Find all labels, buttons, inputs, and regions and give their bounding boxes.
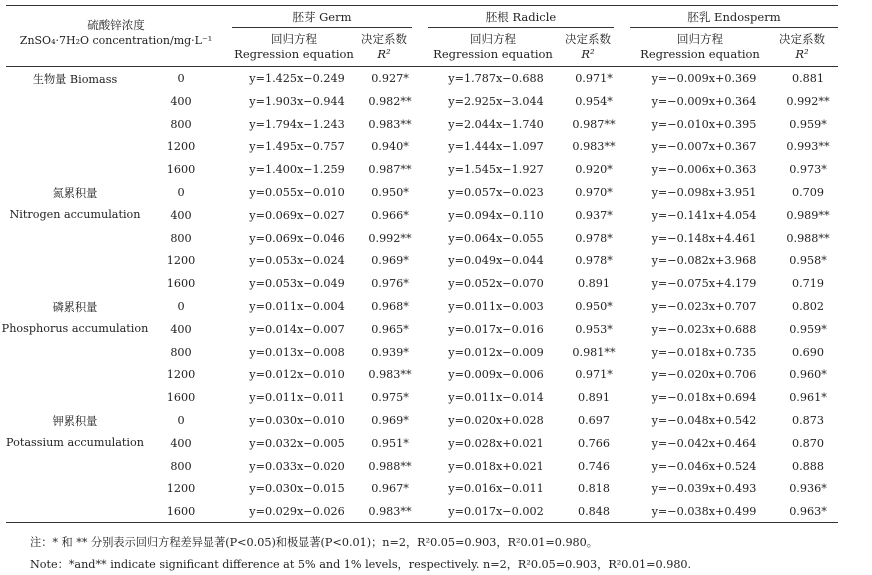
- conc-cell: 0: [177, 72, 185, 85]
- radicle-r2: 0.971*: [575, 368, 613, 382]
- header-radicle: 胚根 Radicle: [485, 10, 557, 24]
- radicle-eq-en: Regression equation: [433, 47, 553, 61]
- radicle-equation: y=0.064x−0.055: [448, 231, 544, 245]
- germ-equation: y=0.032x−0.005: [249, 436, 345, 450]
- germ-equation: y=1.794x−1.243: [249, 117, 345, 131]
- endosperm-r2: 0.963*: [789, 505, 827, 519]
- table-row: [6, 113, 838, 136]
- endosperm-r2: 0.873: [791, 414, 825, 427]
- table-row: [6, 386, 838, 409]
- germ-eq-en: Regression equation: [234, 47, 354, 61]
- germ-equation: y=1.400x−1.259: [249, 163, 345, 177]
- endosperm-r2: 0.960*: [789, 368, 827, 382]
- radicle-equation: y=0.017x−0.016: [448, 322, 544, 336]
- note-en: Note：*and** indicate significant difference at 5% and 1% levels，respectively. n=2，R²0.05=0.903，R²0.01=0.980.: [30, 558, 692, 571]
- germ-equation: y=0.011x−0.011: [249, 391, 345, 405]
- radicle-r2: 0.953*: [575, 322, 613, 336]
- radicle-r2: 0.978*: [575, 254, 613, 268]
- endosperm-equation: y=−0.006x+0.363: [651, 163, 757, 177]
- germ-equation: y=0.029x−0.026: [249, 505, 345, 519]
- endosperm-r2: 0.881: [791, 72, 825, 85]
- germ-r2: 0.983**: [368, 505, 412, 519]
- conc-cell: 800: [170, 459, 192, 473]
- endosperm-equation: y=−0.018x+0.694: [651, 391, 757, 405]
- header-germ: 胚芽 Germ: [292, 10, 352, 24]
- conc-cell: 1600: [166, 277, 196, 291]
- radicle-r2: 0.818: [577, 482, 611, 496]
- group-label-potassium-en: Potassium accumulation: [6, 436, 144, 449]
- conc-cell: 400: [170, 208, 192, 222]
- endosperm-eq-cn: 回归方程: [677, 32, 723, 46]
- endosperm-equation: y=−0.042x+0.464: [651, 436, 757, 450]
- endosperm-r2: 0.690: [791, 345, 825, 359]
- germ-equation: y=0.011x−0.004: [249, 300, 345, 313]
- header-endosperm: 胚乳 Endosperm: [687, 10, 781, 24]
- endosperm-equation: y=−0.148x+4.461: [651, 231, 757, 245]
- table-row: [6, 341, 838, 364]
- table-row: [6, 500, 838, 523]
- conc-cell: 0: [177, 414, 185, 427]
- endosperm-eq-en: Regression equation: [640, 47, 760, 61]
- radicle-equation: y=0.018x+0.021: [448, 459, 544, 473]
- germ-eq-cn: 回归方程: [271, 32, 317, 46]
- radicle-r2: 0.987**: [572, 117, 616, 131]
- germ-r2: 0.966*: [371, 208, 409, 222]
- radicle-r2: 0.746: [577, 459, 611, 473]
- radicle-r2: 0.891: [577, 391, 611, 405]
- endosperm-r-en: R²: [795, 47, 809, 61]
- conc-cell: 800: [170, 231, 192, 245]
- germ-r2: 0.982**: [368, 94, 412, 108]
- radicle-equation: y=0.009x−0.006: [448, 368, 544, 382]
- conc-cell: 1600: [166, 391, 196, 405]
- radicle-r2: 0.954*: [575, 94, 613, 108]
- germ-r2: 0.939*: [371, 345, 409, 359]
- germ-equation: y=0.053x−0.049: [249, 277, 345, 291]
- radicle-equation: y=1.545x−1.927: [448, 163, 544, 177]
- group-label-phosphorus-cn: 磷累积量: [52, 301, 98, 314]
- germ-equation: y=0.030x−0.010: [249, 414, 345, 427]
- table-row: [6, 477, 838, 500]
- endosperm-equation: y=−0.141x+4.054: [651, 208, 757, 222]
- table-row: [6, 227, 838, 250]
- endosperm-r2: 0.989**: [786, 208, 830, 222]
- germ-equation: y=0.069x−0.046: [249, 231, 345, 245]
- germ-r2: 0.927*: [371, 72, 409, 85]
- germ-equation: y=0.033x−0.020: [249, 459, 345, 473]
- radicle-r-en: R²: [581, 47, 595, 61]
- group-label-biomass: 生物量 Biomass: [32, 73, 118, 86]
- germ-r-en: R²: [377, 47, 391, 61]
- endosperm-r2: 0.961*: [789, 391, 827, 405]
- germ-equation: y=1.425x−0.249: [249, 72, 345, 85]
- germ-equation: y=1.903x−0.944: [249, 94, 345, 108]
- germ-r2: 0.968*: [371, 300, 409, 313]
- endosperm-r2: 0.959*: [789, 322, 827, 336]
- table-row: [6, 90, 838, 113]
- endosperm-equation: y=−0.039x+0.493: [651, 482, 757, 496]
- endosperm-equation: y=−0.023x+0.707: [651, 300, 757, 313]
- endosperm-r2: 0.992**: [786, 94, 830, 108]
- radicle-r2: 0.981**: [572, 345, 616, 359]
- conc-cell: 800: [170, 117, 192, 131]
- radicle-r2: 0.983**: [572, 140, 616, 154]
- endosperm-r2: 0.719: [791, 277, 825, 291]
- endosperm-equation: y=−0.018x+0.735: [651, 345, 757, 359]
- radicle-equation: y=0.028x+0.021: [448, 436, 544, 450]
- conc-cell: 0: [177, 300, 185, 313]
- radicle-r2: 0.937*: [575, 208, 613, 222]
- radicle-r2: 0.848: [577, 505, 611, 519]
- table-row: [6, 455, 838, 478]
- radicle-equation: y=1.444x−1.097: [448, 140, 544, 154]
- radicle-r2: 0.978*: [575, 231, 613, 245]
- endosperm-equation: y=−0.010x+0.395: [651, 117, 757, 131]
- germ-equation: y=0.053x−0.024: [249, 254, 345, 268]
- endosperm-r2: 0.870: [791, 436, 825, 450]
- radicle-equation: y=0.094x−0.110: [448, 208, 544, 222]
- germ-r2: 0.967*: [371, 482, 409, 496]
- table-top-rule: [6, 5, 838, 6]
- conc-cell: 1200: [166, 482, 196, 496]
- radicle-equation: y=0.011x−0.003: [448, 300, 544, 313]
- germ-equation: y=1.495x−0.757: [249, 140, 345, 154]
- radicle-r2: 0.697: [577, 414, 611, 427]
- endosperm-r2: 0.988**: [786, 231, 830, 245]
- endosperm-equation: y=−0.075x+4.179: [651, 277, 757, 291]
- radicle-equation: y=0.020x+0.028: [448, 414, 544, 427]
- conc-cell: 1200: [166, 254, 196, 268]
- table-row: [6, 181, 838, 204]
- table-row: [6, 363, 838, 386]
- radicle-r2: 0.950*: [575, 300, 613, 313]
- conc-cell: 400: [170, 94, 192, 108]
- table-row: [6, 432, 838, 455]
- endosperm-r2: 0.973*: [789, 163, 827, 177]
- germ-r2: 0.950*: [371, 186, 409, 199]
- radicle-r2: 0.971*: [575, 72, 613, 85]
- radicle-r2: 0.920*: [575, 163, 613, 177]
- germ-r2: 0.969*: [371, 254, 409, 268]
- germ-r2: 0.975*: [371, 391, 409, 405]
- radicle-equation: y=0.017x−0.002: [448, 505, 544, 519]
- conc-cell: 1600: [166, 163, 196, 177]
- endosperm-r2: 0.958*: [789, 254, 827, 268]
- radicle-equation: y=0.012x−0.009: [448, 345, 544, 359]
- radicle-r-cn: 决定系数: [565, 32, 611, 46]
- table-row: [6, 318, 838, 341]
- radicle-equation: y=0.049x−0.044: [448, 254, 544, 268]
- radicle-equation: y=0.011x−0.014: [448, 391, 544, 405]
- header-conc-cn: 硫酸锌浓度: [87, 18, 145, 32]
- germ-r2: 0.983**: [368, 117, 412, 131]
- endosperm-r2: 0.802: [791, 300, 825, 313]
- radicle-equation: y=0.016x−0.011: [448, 482, 544, 496]
- endosperm-equation: y=−0.038x+0.499: [651, 505, 757, 519]
- radicle-r2: 0.970*: [575, 186, 613, 199]
- germ-sub-rule: [232, 27, 412, 28]
- table-row: [6, 67, 838, 90]
- conc-cell: 400: [170, 322, 192, 336]
- table-row: [6, 204, 838, 227]
- table-row: [6, 249, 838, 272]
- endosperm-r2: 0.959*: [789, 117, 827, 131]
- endosperm-equation: y=−0.082x+3.968: [651, 254, 757, 268]
- germ-equation: y=0.012x−0.010: [249, 368, 345, 382]
- radicle-equation: y=1.787x−0.688: [448, 72, 544, 85]
- endosperm-equation: y=−0.009x+0.369: [651, 72, 757, 85]
- table-row: [6, 135, 838, 158]
- header-conc-en: ZnSO₄·7H₂O concentration/mg·L⁻¹: [19, 34, 213, 47]
- germ-equation: y=0.069x−0.027: [249, 208, 345, 222]
- germ-equation: y=0.055x−0.010: [249, 186, 345, 199]
- group-label-nitrogen-en: Nitrogen accumulation: [9, 208, 141, 221]
- germ-equation: y=0.030x−0.015: [249, 482, 345, 496]
- group-label-potassium-cn: 钾累积量: [52, 415, 98, 428]
- germ-r2: 0.969*: [371, 414, 409, 427]
- endosperm-r2: 0.888: [791, 459, 825, 473]
- radicle-equation: y=0.057x−0.023: [448, 186, 544, 199]
- note-cn: 注：* 和 ** 分别表示回归方程差异显著(P<0.05)和极显著(P<0.01)；n=2，R²0.05=0.903，R²0.01=0.980。: [30, 536, 598, 549]
- germ-r2: 0.988**: [368, 459, 412, 473]
- endosperm-r2: 0.709: [791, 186, 825, 199]
- radicle-equation: y=2.925x−3.044: [448, 94, 544, 108]
- radicle-equation: y=0.052x−0.070: [448, 277, 544, 291]
- germ-r2: 0.965*: [371, 322, 409, 336]
- germ-r2: 0.992**: [368, 231, 412, 245]
- endosperm-r-cn: 决定系数: [779, 32, 825, 46]
- radicle-r2: 0.891: [577, 277, 611, 291]
- endosperm-equation: y=−0.009x+0.364: [651, 94, 757, 108]
- endosperm-r2: 0.993**: [786, 140, 830, 154]
- endosperm-equation: y=−0.007x+0.367: [651, 140, 757, 154]
- radicle-equation: y=2.044x−1.740: [448, 117, 544, 131]
- germ-r2: 0.976*: [371, 277, 409, 291]
- endosperm-equation: y=−0.020x+0.706: [651, 368, 757, 382]
- conc-cell: 400: [170, 436, 192, 450]
- endosperm-equation: y=−0.046x+0.524: [651, 459, 757, 473]
- group-label-phosphorus-en: Phosphorus accumulation: [1, 322, 149, 335]
- germ-r2: 0.987**: [368, 163, 412, 177]
- germ-r2: 0.940*: [371, 140, 409, 154]
- table-row: [6, 272, 838, 295]
- germ-r-cn: 决定系数: [361, 32, 407, 46]
- table-row: [6, 158, 838, 181]
- table-row: [6, 295, 838, 318]
- conc-cell: 0: [177, 186, 185, 199]
- table-row: [6, 409, 838, 432]
- endosperm-sub-rule: [630, 27, 838, 28]
- conc-cell: 800: [170, 345, 192, 359]
- germ-equation: y=0.013x−0.008: [249, 345, 345, 359]
- conc-cell: 1200: [166, 368, 196, 382]
- radicle-r2: 0.766: [577, 436, 611, 450]
- conc-cell: 1200: [166, 140, 196, 154]
- germ-r2: 0.951*: [371, 436, 409, 450]
- conc-cell: 1600: [166, 505, 196, 519]
- endosperm-equation: y=−0.098x+3.951: [651, 186, 757, 199]
- germ-r2: 0.983**: [368, 368, 412, 382]
- radicle-sub-rule: [428, 27, 614, 28]
- endosperm-r2: 0.936*: [789, 482, 827, 496]
- endosperm-equation: y=−0.023x+0.688: [651, 322, 757, 336]
- radicle-eq-cn: 回归方程: [470, 32, 516, 46]
- germ-equation: y=0.014x−0.007: [249, 322, 345, 336]
- group-label-nitrogen-cn: 氮累积量: [52, 187, 98, 200]
- endosperm-equation: y=−0.048x+0.542: [651, 414, 757, 427]
